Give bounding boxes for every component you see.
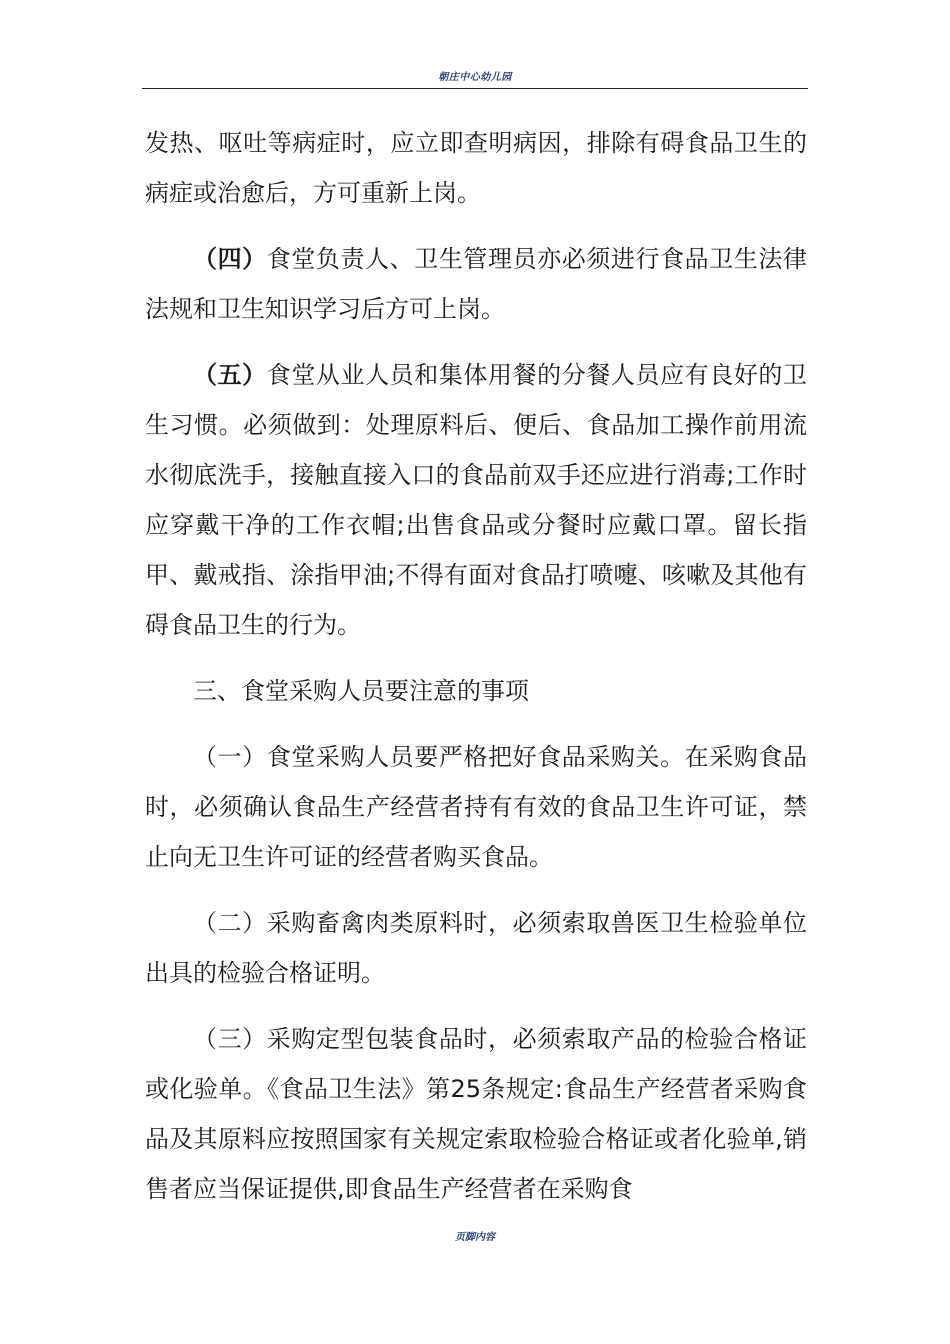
document-body	[145, 118, 807, 1214]
header-divider	[142, 88, 808, 89]
paragraph-purchase-3: （三）采购定型包装食品时，必须索取产品的检验合格证或化验单。《食品卫生法》第25条规定:食品生产经营者采购食品及其原料应按照国家有关规定索取检验合格证或者化验单,销售者应当保证提供,即食品生产经营者在采购食	[145, 1025, 807, 1203]
item-number-4: （四）	[193, 245, 267, 273]
paragraph-purchase-2: （二）采购畜禽肉类原料时，必须索取兽医卫生检验单位出具的检验合格证明。	[145, 909, 807, 987]
paragraph-purchase-1: （一）食堂采购人员要严格把好食品采购关。在采购食品时，必须确认食品生产经营者持有有效的食品卫生许可证，禁止向无卫生许可证的经营者购买食品。	[145, 743, 807, 871]
paragraph-continuation: 发热、呕吐等病症时，应立即查明病因，排除有碍食品卫生的病症或治愈后，方可重新上岗。	[145, 129, 807, 207]
item-number-5: （五）	[193, 361, 267, 389]
paragraph-item-4	[145, 234, 807, 334]
page-header-title: 朝庄中心幼儿园	[438, 72, 512, 83]
paragraph-item-5-text: 食堂从业人员和集体用餐的分餐人员应有良好的卫生习惯。必须做到：处理原料后、便后、食品加工操作前用流水彻底洗手，接触直接入口的食品前双手还应进行消毒;工作时应穿戴干净的工作衣帽;出售食品或分餐时应戴口罩。留长指甲、戴戒指、涂指甲油;不得有面对食品打喷嚏、咳嗽及其他有碍食品卫生的行为。	[145, 361, 807, 639]
paragraph-item-4-text: 食堂负责人、卫生管理员亦必须进行食品卫生法律法规和卫生知识学习后方可上岗。	[145, 245, 807, 323]
section-heading-3: 三、食堂采购人员要注意的事项	[193, 677, 529, 705]
page-footer: 页脚内容	[455, 1232, 495, 1243]
paragraph-item-5	[145, 350, 807, 650]
